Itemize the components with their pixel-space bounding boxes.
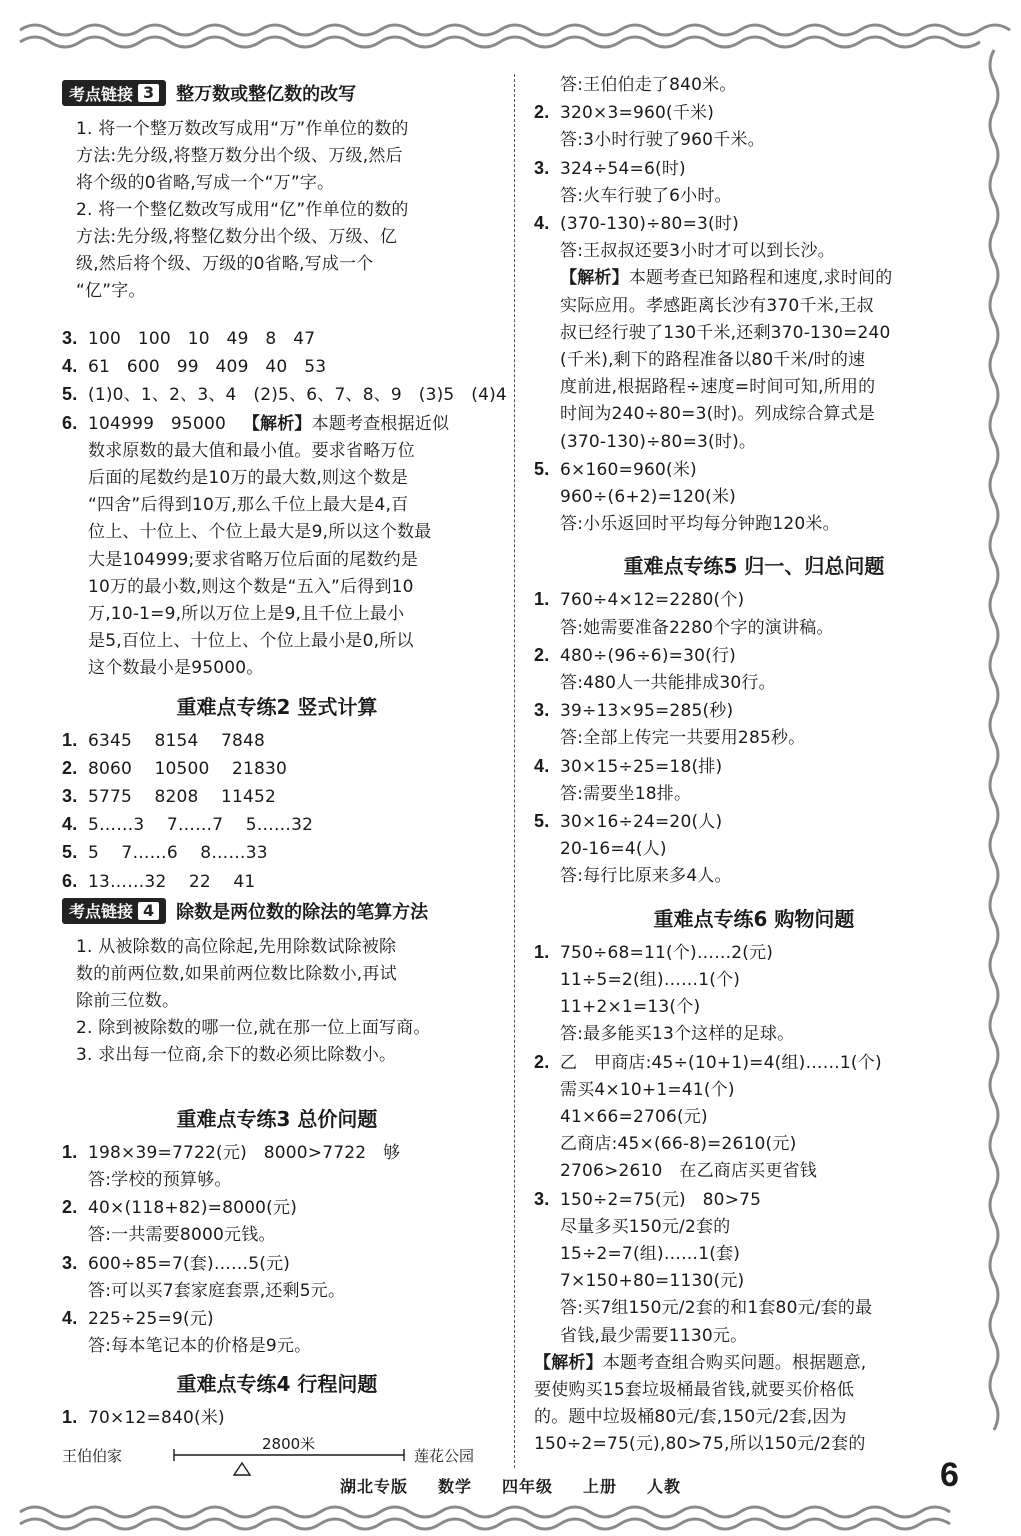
kd3-line: 级,然后将个级、万级的0省略,写成一个 xyxy=(76,254,374,274)
answer-line xyxy=(62,410,492,438)
answer-text: 39÷13×95=285(秒) xyxy=(560,701,734,722)
answer-line xyxy=(534,1214,974,1241)
section-title: 重难点专练2 竖式计算 xyxy=(176,694,378,719)
answer-line xyxy=(62,1250,492,1278)
answer-line xyxy=(534,456,974,484)
answer-text: 答:王伯伯走了840米。 xyxy=(560,75,737,95)
question-number: 3. xyxy=(534,1188,550,1209)
answer-text: 324÷54=6(时) xyxy=(560,158,686,179)
answer-line xyxy=(534,967,974,994)
analysis-line: 时间为240÷80=3(时)。列成综合算式是 xyxy=(560,404,876,425)
question-number: 1. xyxy=(534,589,550,610)
analysis-line: 的。题中垃圾桶80元/套,150元/2套,因为 xyxy=(534,1407,847,1428)
analysis-text: 本题考查已知路程和速度,求时间的 xyxy=(628,268,893,289)
answer-line xyxy=(534,1241,974,1268)
answer-line xyxy=(62,1305,492,1333)
answer-line xyxy=(62,783,492,811)
answer-text: 13……32 22 41 xyxy=(88,871,256,892)
kd4-tag-label: 考点链接 xyxy=(69,902,134,922)
page-number: 6 xyxy=(940,1456,959,1494)
kd3-line: 将个级的0省略,写成一个“万”字。 xyxy=(76,173,335,193)
answer-line xyxy=(62,1167,492,1194)
question-number: 5. xyxy=(534,458,550,479)
question-number: 5. xyxy=(62,384,78,405)
answer-text: 30×15÷25=18(排) xyxy=(560,756,723,777)
kd3-tag xyxy=(62,80,166,106)
answer-line xyxy=(534,781,974,808)
answer-text: 960÷(6+2)=120(米) xyxy=(560,487,736,508)
answer-line xyxy=(62,1194,492,1222)
question-number: 6. xyxy=(62,412,78,433)
answer-line xyxy=(62,1278,492,1305)
section-title: 重难点专练6 购物问题 xyxy=(653,906,855,931)
answer-text: 答:小乐返回时平均每分钟跑120米。 xyxy=(560,514,840,535)
answer-line xyxy=(534,127,974,154)
analysis-label: 【解析】 xyxy=(560,268,629,289)
question-number: 2. xyxy=(534,644,550,665)
analysis-line: 万,10-1=9,所以万位上是9,且千位上最小 xyxy=(88,604,405,625)
answer-line xyxy=(62,381,507,409)
answer-line xyxy=(534,642,974,670)
answer-text: 答:需要坐18排。 xyxy=(560,783,692,804)
kd4-tag-number: 4 xyxy=(138,902,159,920)
kd3-line: 1. 将一个整万数改写成用“万”作单位的数的 xyxy=(76,119,409,139)
answer-line xyxy=(534,1295,974,1322)
answer-line xyxy=(534,863,974,890)
section-title: 重难点专练3 总价问题 xyxy=(176,1106,378,1131)
answer-line xyxy=(534,725,974,752)
question-number: 2. xyxy=(62,1197,78,1218)
question-number: 4. xyxy=(62,356,78,377)
answer-text: 6345 8154 7848 xyxy=(88,730,266,751)
answer-line xyxy=(534,753,974,781)
answer-text: 11+2×1=13(个) xyxy=(560,997,701,1018)
answer-line xyxy=(534,155,974,183)
answer-text: 省钱,最少需要1130元。 xyxy=(560,1325,748,1346)
kd3-header xyxy=(62,78,492,108)
answer-text: 答:一共需要8000元钱。 xyxy=(88,1225,276,1246)
question-number: 3. xyxy=(534,700,550,721)
answer-text: 8060 10500 21830 xyxy=(88,758,288,779)
analysis-line: 要使购买15套垃圾桶最省钱,就要买价格低 xyxy=(534,1379,855,1400)
answer-text: 答:可以买7套家庭套票,还剩5元。 xyxy=(88,1280,346,1301)
answer-line xyxy=(534,994,974,1021)
diagram-distance-label: 2800米 xyxy=(262,1436,316,1453)
analysis-line: 数求原数的最大值和最小值。要求省略万位 xyxy=(88,440,415,461)
analysis-line: “四舍”后得到10万,那么千位上最大是4,百 xyxy=(88,495,409,516)
answer-line xyxy=(534,1131,974,1158)
answer-text: 6×160=960(米) xyxy=(560,459,697,480)
answer-text: 答:她需要准备2280个字的演讲稿。 xyxy=(560,617,834,638)
kd4-line: 除前三位数。 xyxy=(76,990,180,1011)
kd4-line: 2. 除到被除数的哪一位,就在那一位上面写商。 xyxy=(76,1017,431,1038)
column-divider xyxy=(514,74,515,1468)
answer-text: 104999 95000 xyxy=(88,413,243,434)
kd3-box xyxy=(62,112,492,311)
answer-line xyxy=(534,939,974,967)
answer-line xyxy=(62,1222,492,1249)
answer-text: (370-130)÷80=3(时) xyxy=(560,214,739,235)
question-number: 3. xyxy=(534,157,550,178)
answer-line xyxy=(534,586,974,614)
analysis-line: (千米),剩下的路程准备以80千米/时的速 xyxy=(560,350,866,371)
question-number: 4. xyxy=(62,1308,78,1329)
footer-publisher: 人教 xyxy=(647,1477,682,1496)
answer-text: 198×39=7722(元) 8000>7722 够 xyxy=(88,1142,401,1163)
answer-line xyxy=(534,1323,974,1350)
question-number: 3. xyxy=(62,1252,78,1273)
analysis-line xyxy=(534,1350,974,1377)
kd3-line: “亿”字。 xyxy=(76,281,146,301)
answer-line xyxy=(534,615,974,642)
question-number: 4. xyxy=(62,814,78,835)
answer-line xyxy=(534,1158,974,1185)
answer-line xyxy=(534,1077,974,1104)
answer-text: 答:480人一共能排成30行。 xyxy=(560,673,776,694)
answer-text: 答:买7组150元/2套的和1套80元/套的最 xyxy=(560,1298,873,1319)
question-number: 6. xyxy=(62,870,78,891)
answer-line xyxy=(62,811,492,839)
question-number: 2. xyxy=(534,1051,550,1072)
answer-text: 100 100 10 49 8 47 xyxy=(88,329,316,349)
footer-volume: 上册 xyxy=(583,1477,618,1496)
answer-text: 70×12=840(米) xyxy=(88,1408,225,1429)
question-number: 1. xyxy=(62,729,78,750)
answer-line xyxy=(62,325,492,353)
answer-text: 5 7……6 8……33 xyxy=(88,843,268,864)
answer-line xyxy=(534,72,974,99)
answer-text: 答:3小时行驶了960千米。 xyxy=(560,130,765,151)
kd3-title: 整万数或整亿数的改写 xyxy=(176,84,357,105)
footer-grade: 四年级 xyxy=(501,1477,553,1496)
analysis-text: 本题考查根据近似 xyxy=(311,413,450,434)
kd3-tag-label: 考点链接 xyxy=(69,84,134,104)
answer-text: 480÷(96÷6)=30(行) xyxy=(560,645,736,666)
question-number: 1. xyxy=(534,941,550,962)
analysis-line: 10万的最小数,则这个数是“五入”后得到10 xyxy=(88,576,414,597)
answer-line xyxy=(534,808,974,836)
footer-subject: 数学 xyxy=(437,1477,472,1496)
answer-text: 尽量多买150元/2套的 xyxy=(560,1216,731,1237)
answer-line xyxy=(534,1049,974,1077)
question-number: 4. xyxy=(534,213,550,234)
answer-line xyxy=(534,836,974,863)
answer-line xyxy=(62,755,492,783)
answer-text: 乙 甲商店:45÷(10+1)=4(组)……1(个) xyxy=(560,1052,882,1073)
analysis-label: 【解析】 xyxy=(242,413,312,434)
kd3-line: 方法:先分级,将整亿数分出个级、万级、亿 xyxy=(76,227,398,247)
answer-line xyxy=(62,1139,492,1167)
analysis-label: 【解析】 xyxy=(534,1352,603,1373)
answer-text: 61 600 99 409 40 53 xyxy=(88,357,327,378)
left-column xyxy=(62,78,507,1481)
answer-text: 15÷2=7(组)……1(套) xyxy=(560,1243,741,1264)
answer-line xyxy=(62,1404,492,1432)
answer-text: 40×(118+82)=8000(元) xyxy=(88,1198,298,1219)
kd4-header xyxy=(62,896,492,926)
question-number: 3. xyxy=(62,328,78,348)
question-number: 1. xyxy=(62,1141,78,1162)
section-title: 重难点专练5 归一、归总问题 xyxy=(623,554,885,579)
question-number: 3. xyxy=(62,786,78,807)
answer-line xyxy=(534,99,974,127)
question-number: 4. xyxy=(534,755,550,776)
answer-line xyxy=(534,511,974,538)
section-title: 重难点专练4 行程问题 xyxy=(176,1372,378,1397)
answer-line xyxy=(62,1333,492,1360)
answer-text: 需买4×10+1=41(个) xyxy=(560,1079,735,1100)
answer-text: 225÷25=9(元) xyxy=(88,1309,214,1330)
footer-edition: 湖北专版 xyxy=(339,1477,408,1496)
answer-line xyxy=(62,839,492,867)
answer-text: 41×66=2706(元) xyxy=(560,1106,708,1127)
answer-line xyxy=(534,670,974,697)
answer-text: 答:全部上传完一共要用285秒。 xyxy=(560,728,806,749)
answer-line xyxy=(534,210,974,238)
answer-text: (1)0、1、2、3、4 (2)5、6、7、8、9 (3)5 (4)4 xyxy=(88,385,507,406)
kd4-tag xyxy=(62,898,166,924)
answer-text: 320×3=960(千米) xyxy=(560,103,715,124)
answer-line xyxy=(534,1268,974,1295)
analysis-line: 叔已经行驶了130千米,还剩370-130=240 xyxy=(560,322,891,343)
answer-text: 150÷2=75(元) 80>75 xyxy=(560,1189,762,1210)
answer-line xyxy=(534,697,974,725)
answer-text: 7×150+80=1130(元) xyxy=(560,1271,745,1292)
answer-line xyxy=(62,353,492,381)
analysis-line: 是5,百位上、十位上、个位上最小是0,所以 xyxy=(88,631,414,652)
kd3-tag-number: 3 xyxy=(138,84,159,102)
kd4-line: 1. 从被除数的高位除起,先用除数试除被除 xyxy=(76,936,397,957)
answer-line xyxy=(534,1186,974,1214)
kd3-line: 方法:先分级,将整万数分出个级、万级,然后 xyxy=(76,146,403,166)
answer-line xyxy=(534,238,974,265)
analysis-line: 150÷2=75(元),80>75,所以150元/2套的 xyxy=(534,1434,866,1455)
answer-text: 答:最多能买13个这样的足球。 xyxy=(560,1024,795,1045)
question-number: 1. xyxy=(62,1407,78,1428)
analysis-line: 度前进,根据路程÷速度=时间可知,所用的 xyxy=(560,377,876,398)
answer-text: 11÷5=2(组)……1(个) xyxy=(560,969,741,990)
answer-text: 答:每行比原来多4人。 xyxy=(560,866,732,887)
kd4-line: 3. 求出每一位商,余下的数必须比除数小。 xyxy=(76,1044,397,1065)
page-footer xyxy=(0,1474,1021,1504)
analysis-line: 后面的尾数约是10万的最大数,则这个数是 xyxy=(88,468,409,489)
question-number: 2. xyxy=(62,757,78,778)
answer-text: 乙商店:45×(66-8)=2610(元) xyxy=(560,1134,797,1155)
kd4-title: 除数是两位数的除法的笔算方法 xyxy=(176,901,429,923)
analysis-line: 这个数最小是95000。 xyxy=(88,658,264,679)
answer-text: 760÷4×12=2280(个) xyxy=(560,590,745,611)
right-column xyxy=(534,72,974,1459)
answer-line xyxy=(62,727,492,755)
analysis-line: (370-130)÷80=3(时)。 xyxy=(560,431,757,452)
answer-line xyxy=(534,1104,974,1131)
analysis-line: 大是104999;要求省略万位后面的尾数约是 xyxy=(88,549,419,570)
analysis-line: 实际应用。孝感距离长沙有370千米,王叔 xyxy=(560,295,874,316)
answer-text: 750÷68=11(个)……2(元) xyxy=(560,942,774,963)
answer-text: 答:每本笔记本的价格是9元。 xyxy=(88,1336,312,1357)
kd4-line: 数的前两位数,如果前两位数比除数小,再试 xyxy=(76,963,397,984)
answer-line xyxy=(534,484,974,511)
analysis-line xyxy=(534,265,974,292)
answer-text: 答:学校的预算够。 xyxy=(88,1170,232,1191)
answer-text: 2706>2610 在乙商店买更省钱 xyxy=(560,1161,817,1182)
answer-line xyxy=(534,183,974,210)
answer-text: 30×16÷24=20(人) xyxy=(560,812,723,833)
answer-text: 答:火车行驶了6小时。 xyxy=(560,185,732,206)
answer-text: 5……3 7……7 5……32 xyxy=(88,815,314,836)
question-number: 5. xyxy=(62,842,78,863)
answer-text: 20-16=4(人) xyxy=(560,839,667,860)
kd4-box xyxy=(62,930,492,1075)
diagram-left-label: 王伯伯家 xyxy=(62,1446,123,1465)
kd3-line: 2. 将一个整亿数改写成用“亿”作单位的数的 xyxy=(76,200,409,220)
answer-line xyxy=(534,1021,974,1048)
answer-text: 答:王叔叔还要3小时才可以到长沙。 xyxy=(560,241,835,262)
analysis-line: 位上、十位上、个位上最大是9,所以这个数最 xyxy=(88,522,432,543)
answer-text: 600÷85=7(套)……5(元) xyxy=(88,1253,291,1274)
answer-line xyxy=(62,868,492,896)
question-number: 5. xyxy=(534,811,550,832)
diagram-right-label: 莲花公园 xyxy=(414,1446,475,1465)
analysis-text: 本题考查组合购买问题。根据题意, xyxy=(602,1352,867,1373)
question-number: 2. xyxy=(534,102,550,123)
answer-text: 5775 8208 11452 xyxy=(88,787,277,808)
